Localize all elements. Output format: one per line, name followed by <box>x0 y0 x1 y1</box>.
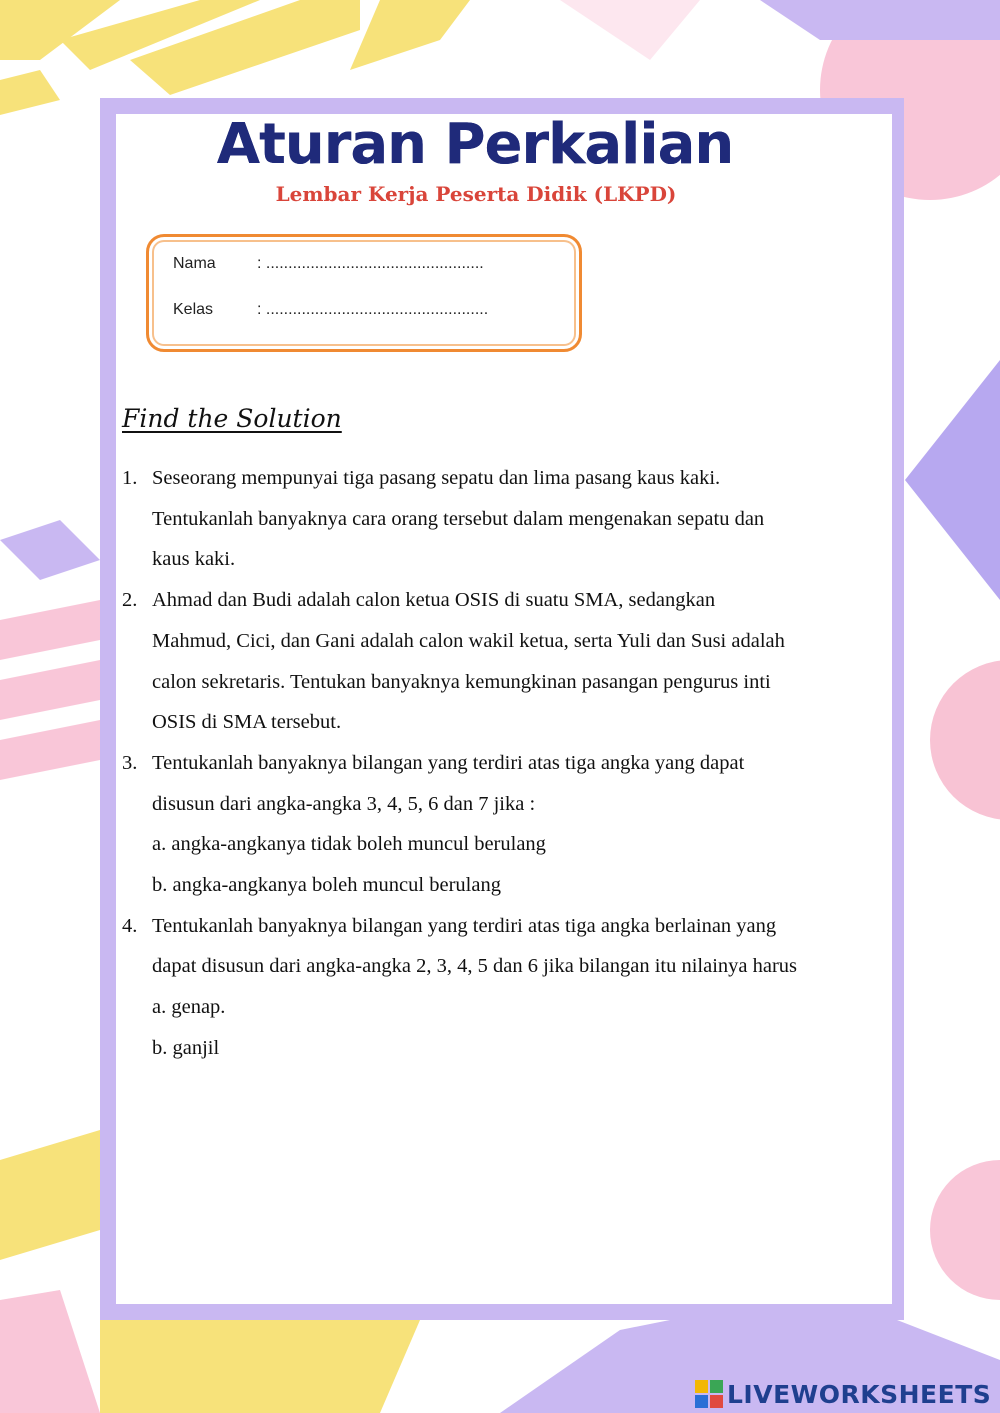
question-number: 2. <box>122 589 138 612</box>
section-heading: Find the Solution <box>122 404 342 433</box>
question-line: Mahmud, Cici, dan Gani adalah calon wakil ketua, serta Yuli dan Susi adalah <box>152 629 785 652</box>
question-line: dapat disusun dari angka-angka 2, 3, 4, 5 dan 6 jika bilangan itu nilainya harus <box>152 955 798 978</box>
question-list <box>122 458 897 1069</box>
question-line: Tentukanlah banyaknya bilangan yang terdiri atas tiga angka berlainan yang <box>152 914 777 937</box>
question-number: 1. <box>122 467 138 489</box>
question-line: calon sekretaris. Tentukan banyaknya kemungkinan pasangan pengurus inti <box>152 670 771 693</box>
question-line: kaus kaki. <box>152 548 236 571</box>
class-label: Kelas <box>173 301 214 318</box>
question-2 <box>122 580 897 743</box>
question-line: Seseorang mempunyai tiga pasang sepatu dan lima pasang kaus kaki. <box>152 467 721 489</box>
page-title: Aturan Perkalian <box>216 112 734 177</box>
name-field[interactable]: : ................................................. <box>257 255 484 272</box>
question-option: b. ganjil <box>152 1036 220 1059</box>
question-option: a. genap. <box>152 996 226 1019</box>
name-label: Nama <box>173 255 216 272</box>
question-number: 3. <box>122 751 138 774</box>
class-field[interactable]: : .................................................. <box>257 301 489 318</box>
student-identity-box <box>146 234 582 352</box>
question-number: 4. <box>122 914 138 937</box>
liveworksheets-logo-text: LIVEWORKSHEETS <box>727 1379 992 1409</box>
question-option: a. angka-angkanya tidak boleh muncul berulang <box>152 833 546 856</box>
name-row <box>173 255 484 273</box>
page-subtitle: Lembar Kerja Peserta Didik (LKPD) <box>275 182 677 206</box>
liveworksheets-logo[interactable] <box>695 1377 991 1411</box>
class-row <box>173 301 488 319</box>
question-3 <box>122 743 897 906</box>
question-4 <box>122 906 897 1069</box>
question-line: OSIS di SMA tersebut. <box>152 711 342 734</box>
question-line: disusun dari angka-angka 3, 4, 5, 6 dan 7 jika : <box>152 792 536 815</box>
question-option: b. angka-angkanya boleh muncul berulang <box>152 874 501 897</box>
question-line: Tentukanlah banyaknya bilangan yang terdiri atas tiga angka yang dapat <box>152 751 745 774</box>
question-line: Tentukanlah banyaknya cara orang tersebut dalam mengenakan sepatu dan <box>152 507 765 530</box>
question-1 <box>122 458 897 580</box>
question-line: Ahmad dan Budi adalah calon ketua OSIS di suatu SMA, sedangkan <box>152 589 716 612</box>
liveworksheets-logo-icon <box>695 1380 723 1408</box>
